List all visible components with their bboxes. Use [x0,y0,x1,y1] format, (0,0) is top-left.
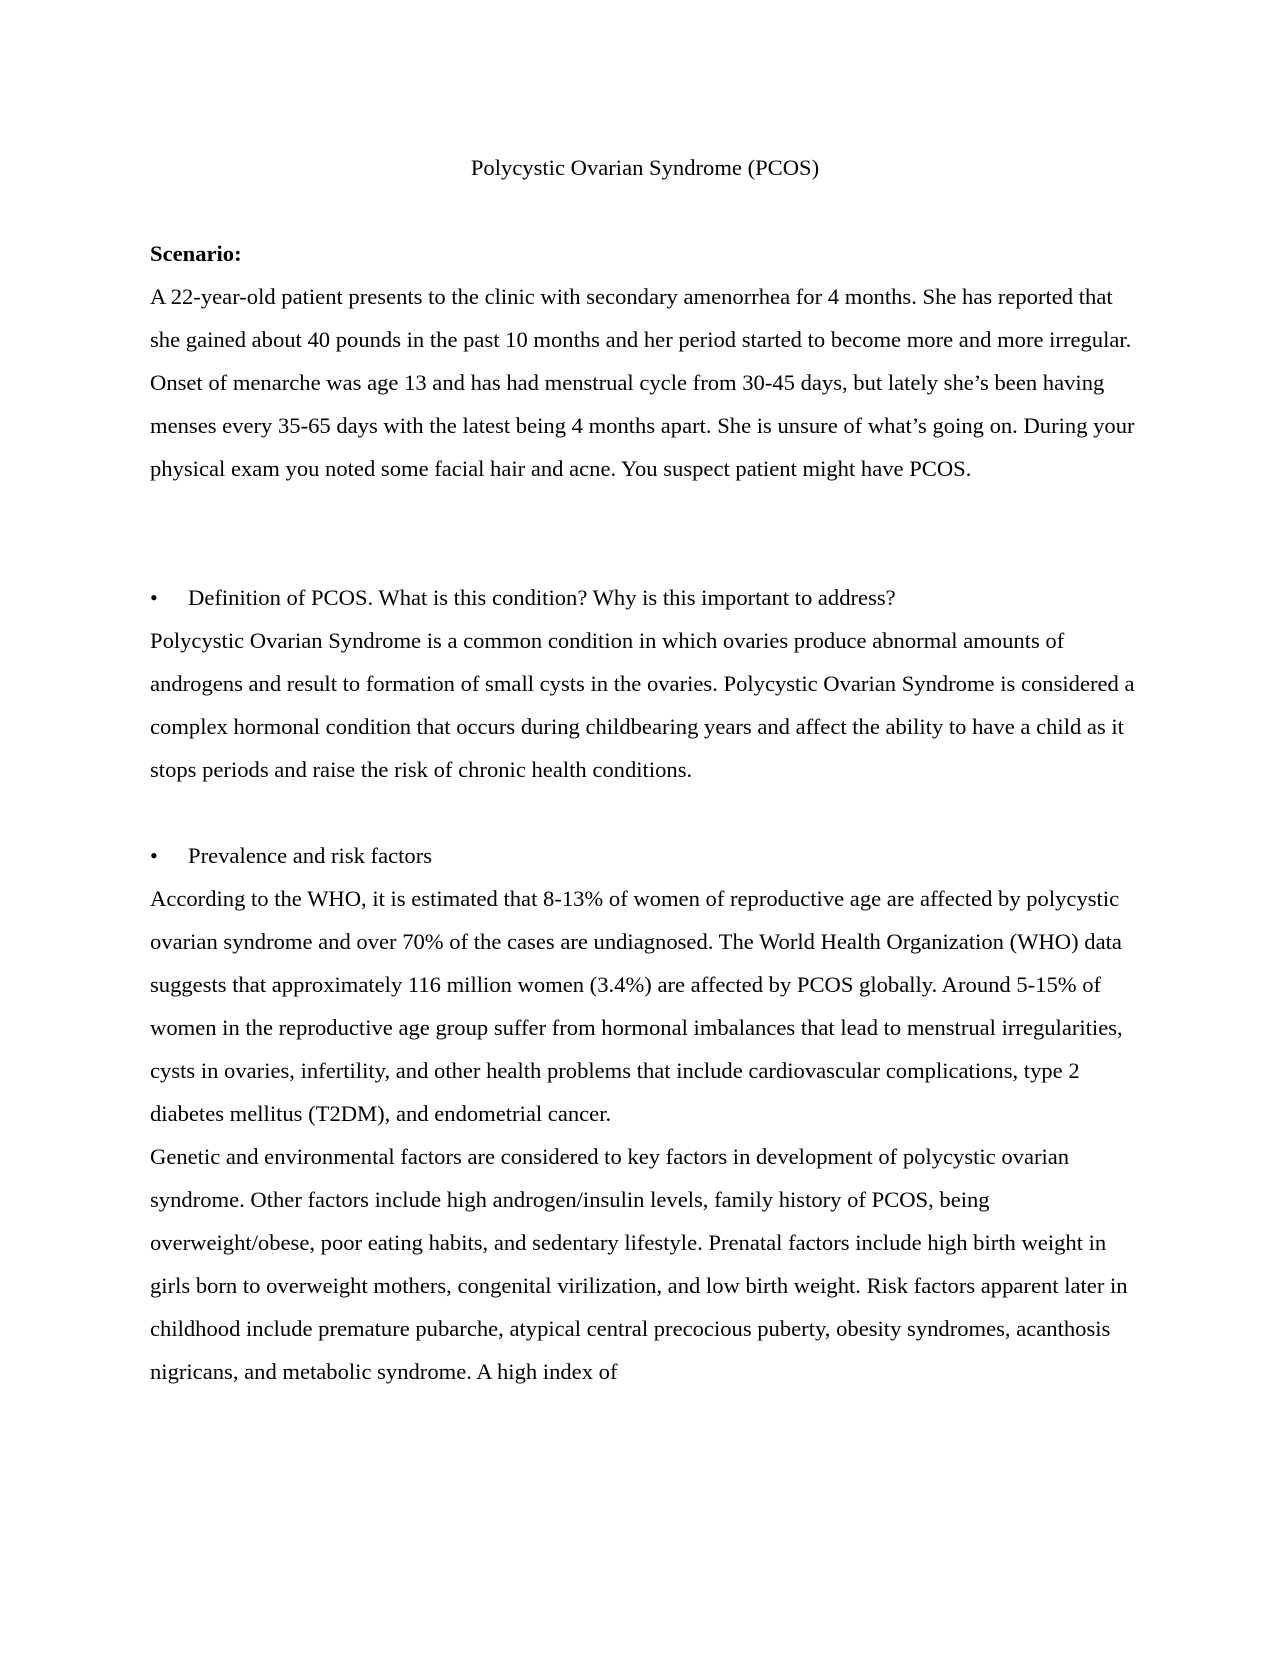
risk-factors-paragraph: Genetic and environmental factors are considered to key factors in development of polycystic ovarian syndrome. Other factors include high androgen/insulin levels, family history of PCOS, being overweight/obese, poor eating habits, and sedentary lifestyle. Prenatal factors include high birth weight in girls born to overweight mothers, congenital virilization, and low birth weight. Risk factors apparent later in childhood include premature pubarche, atypical central precocious puberty, obesity syndromes, acanthosis nigricans, and metabolic syndrome. A high index of [150,1144,1128,1384]
section-spacer [150,490,1140,576]
bullet-icon: • [150,843,158,868]
scenario-paragraph: A 22-year-old patient presents to the clinic with secondary amenorrhea for 4 months. She has reported that she gained about 40 pounds in the past 10 months and her period started to become more and more irregular. Onset of menarche was age 13 and has had menstrual cycle from 30-45 days, but lately she’s been having menses every 35-65 days with the latest being 4 months apart. She is unsure of what’s going on. During your physical exam you noted some facial hair and acne. You suspect patient might have PCOS. [150,284,1135,481]
bullet-definition [150,576,1140,619]
bullet-definition-text: Definition of PCOS. What is this condition? Why is this important to address? [188,585,896,610]
prevalence-paragraph: According to the WHO, it is estimated that 8-13% of women of reproductive age are affected by polycystic ovarian syndrome and over 70% of the cases are undiagnosed. The World Health Organization (WHO) data suggests that approximately 116 million women (3.4%) are affected by PCOS globally. Around 5-15% of women in the reproductive age group suffer from hormonal imbalances that lead to menstrual irregularities, cysts in ovaries, infertility, and other health problems that include cardiovascular complications, type 2 diabetes mellitus (T2DM), and endometrial cancer. [150,886,1123,1126]
bullet-icon: • [150,585,158,610]
definition-paragraph: Polycystic Ovarian Syndrome is a common condition in which ovaries produce abnormal amounts of androgens and result to formation of small cysts in the ovaries. Polycystic Ovarian Syndrome is considered a complex hormonal condition that occurs during childbearing years and affect the ability to have a child as it stops periods and raise the risk of chronic health conditions. [150,628,1135,782]
document-body [150,146,1140,1393]
bullet-prevalence-text: Prevalence and risk factors [188,843,433,868]
section-spacer [150,791,1140,834]
document-title: Polycystic Ovarian Syndrome (PCOS) [470,155,820,180]
bullet-prevalence [150,834,1140,877]
scenario-heading: Scenario: [150,241,242,266]
